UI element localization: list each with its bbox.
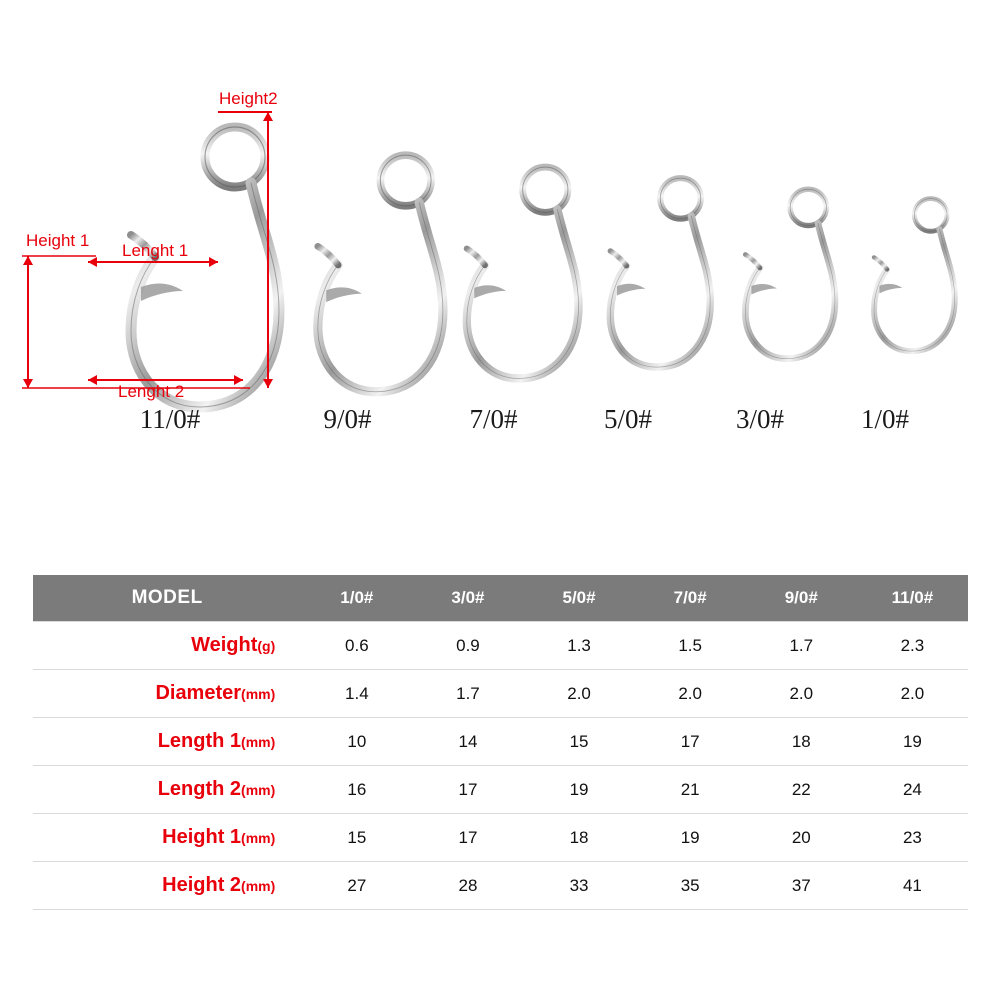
cell: 27	[301, 862, 412, 910]
row-label-height2	[33, 862, 301, 910]
row-label-height1	[33, 814, 301, 862]
row-label-text: Diameter	[155, 682, 242, 704]
row-label-text: Height 2	[162, 874, 242, 896]
row-label-length1	[33, 718, 301, 766]
hook-3-0	[745, 189, 835, 358]
hook-9-0	[318, 155, 443, 392]
height1-label: Height 1	[26, 231, 90, 250]
cell: 1.7	[412, 670, 523, 718]
cell: 22	[746, 766, 857, 814]
cell: 14	[412, 718, 523, 766]
table-row-weight	[33, 622, 968, 670]
table-col-1-0: 1/0#	[301, 575, 412, 622]
hook-label-11-0: 11/0#	[139, 404, 201, 434]
cell: 24	[857, 766, 968, 814]
row-label-unit: (mm)	[241, 686, 276, 702]
cell: 10	[301, 718, 412, 766]
hook-label-3-0: 3/0#	[735, 404, 784, 434]
hook-size-diagram	[0, 0, 1000, 470]
table-col-7-0: 7/0#	[635, 575, 746, 622]
cell: 1.5	[635, 622, 746, 670]
cell: 20	[746, 814, 857, 862]
row-label-unit: (mm)	[241, 878, 276, 894]
specification-table	[33, 575, 968, 910]
lenght1-label: Lenght 1	[122, 241, 189, 260]
cell: 41	[857, 862, 968, 910]
cell: 0.9	[412, 622, 523, 670]
row-label-text: Weight	[191, 634, 258, 656]
hook-label-7-0: 7/0#	[469, 404, 518, 434]
cell: 0.6	[301, 622, 412, 670]
table-row-length1	[33, 718, 968, 766]
cell: 37	[746, 862, 857, 910]
table-corner-model: MODEL	[33, 575, 301, 622]
table-row-height2	[33, 862, 968, 910]
row-label-weight	[33, 622, 301, 670]
table-row-height1	[33, 814, 968, 862]
row-label-unit: (mm)	[241, 830, 276, 846]
cell: 1.3	[524, 622, 635, 670]
table-row-length2	[33, 766, 968, 814]
cell: 35	[635, 862, 746, 910]
cell: 33	[524, 862, 635, 910]
cell: 2.3	[857, 622, 968, 670]
hook-1-0	[874, 199, 955, 352]
cell: 28	[412, 862, 523, 910]
cell: 19	[857, 718, 968, 766]
cell: 2.0	[635, 670, 746, 718]
cell: 19	[524, 766, 635, 814]
table-col-5-0: 5/0#	[524, 575, 635, 622]
cell: 16	[301, 766, 412, 814]
cell: 1.4	[301, 670, 412, 718]
hook-label-1-0: 1/0#	[860, 404, 909, 434]
table-col-3-0: 3/0#	[412, 575, 523, 622]
lenght2-label: Lenght 2	[118, 382, 185, 401]
row-label-diameter	[33, 670, 301, 718]
row-label-unit: (mm)	[241, 734, 276, 750]
table-col-11-0: 11/0#	[857, 575, 968, 622]
cell: 18	[746, 718, 857, 766]
cell: 17	[412, 766, 523, 814]
row-label-unit: (mm)	[241, 782, 276, 798]
hook-label-9-0: 9/0#	[323, 404, 372, 434]
table-col-9-0: 9/0#	[746, 575, 857, 622]
hook-7-0	[467, 167, 579, 378]
row-label-text: Height 1	[162, 826, 242, 848]
cell: 2.0	[857, 670, 968, 718]
hook-5-0	[610, 178, 710, 367]
height2-label: Height2	[219, 89, 278, 108]
row-label-text: Length 1	[157, 730, 242, 752]
cell: 18	[524, 814, 635, 862]
cell: 21	[635, 766, 746, 814]
cell: 17	[412, 814, 523, 862]
cell: 1.7	[746, 622, 857, 670]
cell: 19	[635, 814, 746, 862]
cell: 23	[857, 814, 968, 862]
table-header-row	[33, 575, 968, 622]
cell: 15	[524, 718, 635, 766]
row-label-length2	[33, 766, 301, 814]
hook-11-0	[131, 127, 279, 407]
cell: 2.0	[524, 670, 635, 718]
cell: 2.0	[746, 670, 857, 718]
row-label-text: Length 2	[157, 778, 242, 800]
hook-label-5-0: 5/0#	[603, 404, 652, 434]
row-label-unit: (g)	[257, 638, 276, 654]
cell: 17	[635, 718, 746, 766]
cell: 15	[301, 814, 412, 862]
table-row-diameter	[33, 670, 968, 718]
